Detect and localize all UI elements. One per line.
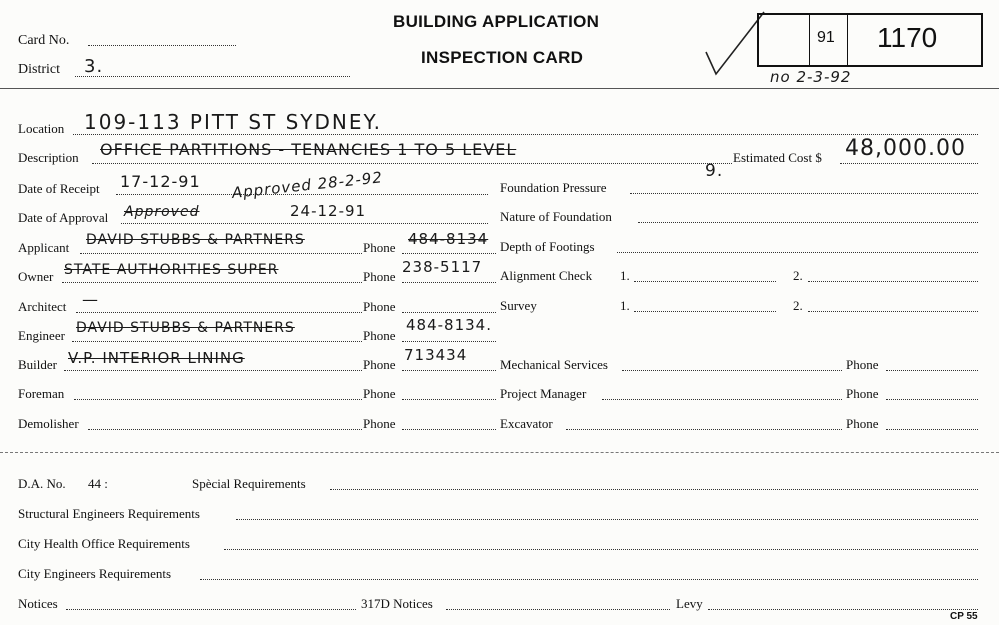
demolisher-label: Demolisher bbox=[18, 416, 79, 431]
foundation-pressure-field[interactable] bbox=[630, 193, 978, 194]
mechanical-phone-field[interactable] bbox=[886, 370, 978, 371]
demolisher-phone-field[interactable] bbox=[402, 429, 496, 430]
builder-phone-field[interactable] bbox=[402, 370, 496, 371]
location-value: 109-113 PITT ST SYDNEY. bbox=[84, 110, 383, 134]
description-extra: 9. bbox=[705, 161, 724, 181]
architect-value: — bbox=[82, 290, 99, 309]
applicant-phone: 484-8134 bbox=[408, 230, 489, 248]
applicant-label: Applicant bbox=[18, 240, 70, 255]
divider-middle bbox=[0, 452, 999, 453]
box-note: no 2-3-92 bbox=[770, 68, 852, 86]
foreman-phone-label: Phone bbox=[363, 386, 396, 401]
box-number: 1170 bbox=[877, 22, 938, 53]
mechanical-field[interactable] bbox=[622, 370, 842, 371]
applicant-phone-label: Phone bbox=[363, 240, 396, 255]
city-engineers-label: City Engineers Requirements bbox=[18, 566, 172, 581]
da-label: D.A. No. bbox=[18, 476, 66, 491]
engineer-field[interactable] bbox=[72, 341, 362, 342]
district-value: 3. bbox=[84, 56, 104, 77]
builder-field[interactable] bbox=[64, 370, 362, 371]
architect-phone-field[interactable] bbox=[402, 312, 496, 313]
survey-num1: 1. bbox=[620, 298, 630, 313]
owner-value: STATE AUTHORITIES SUPER bbox=[64, 262, 279, 278]
special-requirements-label: Spècial Requirements bbox=[192, 476, 306, 491]
date-receipt-value: 17-12-91 bbox=[120, 172, 201, 191]
date-approval-value: 24-12-91 bbox=[290, 202, 367, 220]
district-label: District bbox=[18, 62, 60, 77]
location-field[interactable] bbox=[73, 134, 978, 135]
date-receipt-label: Date of Receipt bbox=[18, 181, 100, 196]
description-value: OFFICE PARTITIONS - TENANCIES 1 TO 5 LEVEL bbox=[100, 140, 517, 159]
levy-label: Levy bbox=[676, 596, 703, 611]
engineer-value: DAVID STUBBS & PARTNERS bbox=[76, 320, 295, 336]
estimated-cost-field[interactable] bbox=[840, 163, 978, 164]
alignment-num1: 1. bbox=[620, 268, 630, 283]
applicant-phone-field[interactable] bbox=[402, 253, 496, 254]
notices-label: Notices bbox=[18, 596, 58, 611]
location-label: Location bbox=[18, 121, 65, 136]
foreman-label: Foreman bbox=[18, 386, 65, 401]
builder-value: V.P. INTERIOR LINING bbox=[68, 349, 245, 367]
city-engineers-field[interactable] bbox=[200, 579, 978, 580]
levy-field[interactable] bbox=[708, 609, 978, 610]
da-value: 44 : bbox=[88, 476, 108, 491]
notices317-field[interactable] bbox=[446, 609, 670, 610]
notices-field[interactable] bbox=[66, 609, 356, 610]
engineer-phone-label: Phone bbox=[363, 328, 396, 343]
applicant-field[interactable] bbox=[80, 253, 362, 254]
card-no-field[interactable] bbox=[88, 45, 236, 46]
depth-footings-field[interactable] bbox=[617, 252, 978, 253]
application-number-box bbox=[757, 13, 983, 67]
survey-label: Survey bbox=[500, 298, 537, 313]
excavator-phone-label: Phone bbox=[846, 416, 879, 431]
date-approval-label: Date of Approval bbox=[18, 210, 109, 225]
builder-phone-label: Phone bbox=[363, 357, 396, 372]
alignment-num2: 2. bbox=[793, 268, 803, 283]
demolisher-field[interactable] bbox=[88, 429, 362, 430]
project-manager-field[interactable] bbox=[602, 399, 842, 400]
box-year: 91 bbox=[817, 29, 835, 46]
form-code: CP 55 bbox=[950, 611, 978, 622]
survey-field-2[interactable] bbox=[808, 311, 978, 312]
applicant-value: DAVID STUBBS & PARTNERS bbox=[86, 232, 305, 248]
builder-label: Builder bbox=[18, 357, 57, 372]
owner-phone-field[interactable] bbox=[402, 282, 496, 283]
card-title-line1: BUILDING APPLICATION bbox=[393, 12, 600, 31]
survey-num2: 2. bbox=[793, 298, 803, 313]
alignment-check-label: Alignment Check bbox=[500, 268, 593, 283]
notices317-label: 317D Notices bbox=[361, 596, 433, 611]
builder-phone: 713434 bbox=[404, 346, 468, 364]
date-approval-struck: Approved bbox=[124, 204, 200, 220]
excavator-label: Excavator bbox=[500, 416, 553, 431]
structural-requirements-label: Structural Engineers Requirements bbox=[18, 506, 200, 521]
project-manager-phone-field[interactable] bbox=[886, 399, 978, 400]
project-manager-phone-label: Phone bbox=[846, 386, 879, 401]
estimated-cost-label: Estimated Cost $ bbox=[733, 150, 822, 165]
date-approval-field[interactable] bbox=[121, 223, 488, 224]
nature-foundation-field[interactable] bbox=[638, 222, 978, 223]
owner-phone-label: Phone bbox=[363, 269, 396, 284]
foreman-phone-field[interactable] bbox=[402, 399, 496, 400]
owner-phone: 238-5117 bbox=[402, 258, 483, 276]
excavator-phone-field[interactable] bbox=[886, 429, 978, 430]
foundation-pressure-label: Foundation Pressure bbox=[500, 180, 607, 195]
alignment-field-2[interactable] bbox=[808, 281, 978, 282]
engineer-phone: 484-8134. bbox=[406, 316, 492, 334]
architect-field[interactable] bbox=[76, 312, 362, 313]
mechanical-label: Mechanical Services bbox=[500, 357, 608, 372]
engineer-label: Engineer bbox=[18, 328, 65, 343]
alignment-field-1[interactable] bbox=[634, 281, 776, 282]
demolisher-phone-label: Phone bbox=[363, 416, 396, 431]
owner-field[interactable] bbox=[62, 282, 362, 283]
mechanical-phone-label: Phone bbox=[846, 357, 879, 372]
description-label: Description bbox=[18, 150, 79, 165]
estimated-cost-value: 48,000.00 bbox=[845, 136, 966, 161]
architect-label: Architect bbox=[18, 299, 67, 314]
engineer-phone-field[interactable] bbox=[402, 341, 496, 342]
description-field[interactable] bbox=[92, 163, 732, 164]
health-requirements-label: City Health Office Requirements bbox=[18, 536, 190, 551]
card-title-line2: INSPECTION CARD bbox=[421, 48, 584, 67]
special-requirements-field[interactable] bbox=[330, 489, 978, 490]
excavator-field[interactable] bbox=[566, 429, 842, 430]
depth-footings-label: Depth of Footings bbox=[500, 239, 595, 254]
survey-field-1[interactable] bbox=[634, 311, 776, 312]
card-no-label: Card No. bbox=[18, 33, 70, 48]
owner-label: Owner bbox=[18, 269, 54, 284]
structural-requirements-field[interactable] bbox=[236, 519, 978, 520]
nature-foundation-label: Nature of Foundation bbox=[500, 209, 612, 224]
project-manager-label: Project Manager bbox=[500, 386, 587, 401]
foreman-field[interactable] bbox=[74, 399, 362, 400]
architect-phone-label: Phone bbox=[363, 299, 396, 314]
district-field[interactable] bbox=[75, 76, 350, 77]
divider-top bbox=[0, 88, 999, 89]
approved-note: Approved 28-2-92 bbox=[231, 168, 384, 202]
health-requirements-field[interactable] bbox=[224, 549, 978, 550]
